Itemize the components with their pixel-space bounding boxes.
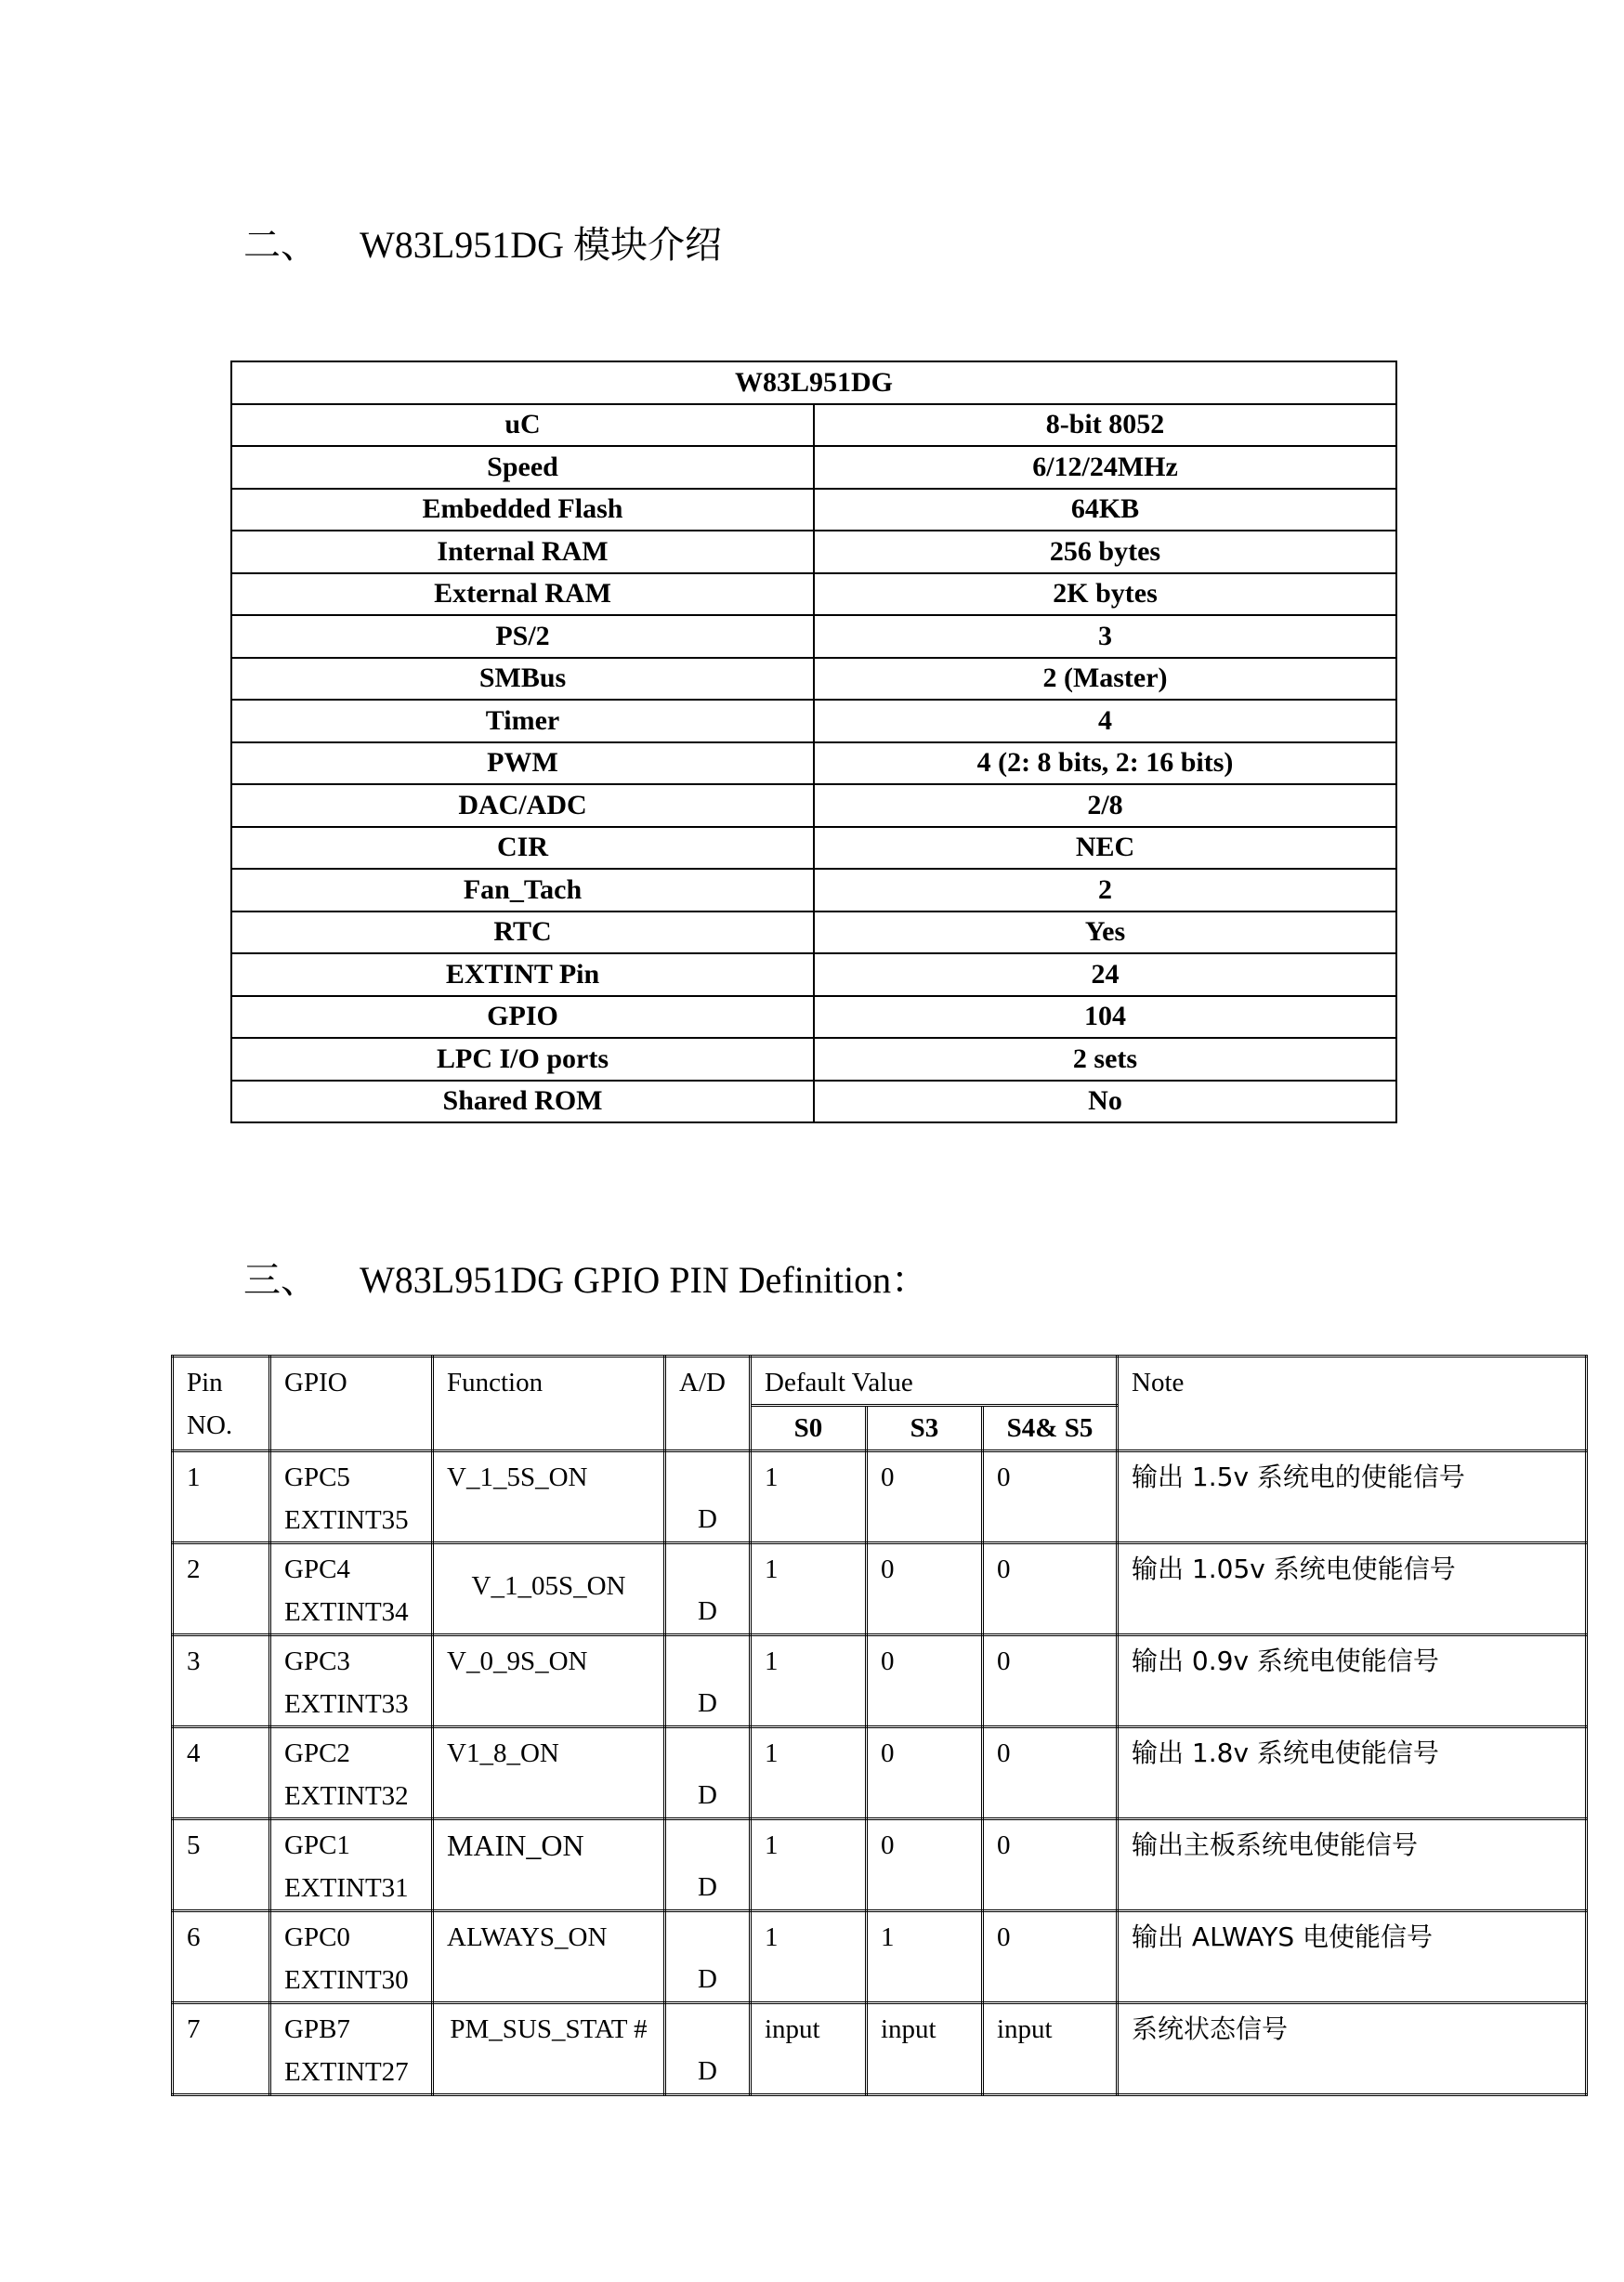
- spec-row: [231, 404, 1396, 447]
- header-function: [433, 1357, 665, 1451]
- s0-value: 1: [765, 1646, 779, 1676]
- pin-number: 1: [187, 1462, 201, 1492]
- header-pin-line2: NO.: [187, 1410, 233, 1440]
- header-ad: [665, 1357, 751, 1451]
- gpio-row: [173, 1451, 1587, 1543]
- spec-value: 256 bytes: [814, 531, 1396, 573]
- pin-number: 3: [187, 1646, 201, 1676]
- s3-cell: [867, 1727, 983, 1819]
- section-2-number: 二、: [243, 224, 318, 266]
- section-3-title: W83L951DG GPIO PIN Definition：: [360, 1259, 929, 1301]
- function-name: V_0_9S_ON: [447, 1646, 588, 1676]
- function-cell: [433, 1543, 665, 1635]
- extint-name: EXTINT35: [284, 1505, 409, 1535]
- spec-value: No: [814, 1081, 1396, 1123]
- ad-cell: [665, 1911, 751, 2003]
- ad-cell: [665, 1543, 751, 1635]
- note-text: 系统状态信号: [1132, 2013, 1289, 2044]
- section-2-heading: [243, 216, 722, 269]
- gpio-name: GPC4: [284, 1554, 350, 1584]
- function-name: ALWAYS_ON: [447, 1922, 608, 1952]
- spec-value: 2/8: [814, 784, 1396, 827]
- spec-label: uC: [231, 404, 814, 447]
- function-cell: [433, 1635, 665, 1727]
- ad-cell: [665, 1451, 751, 1543]
- spec-label: PS/2: [231, 615, 814, 658]
- ad-value: D: [698, 1504, 717, 1534]
- pin-number: 4: [187, 1738, 201, 1768]
- note-cell: [1118, 1635, 1587, 1727]
- ad-cell: [665, 1727, 751, 1819]
- gpio-cell: [270, 1451, 433, 1543]
- gpio-cell: [270, 1727, 433, 1819]
- s0-cell: [751, 1727, 867, 1819]
- spec-row: [231, 911, 1396, 954]
- s3-value: 0: [881, 1462, 895, 1492]
- function-cell: [433, 1727, 665, 1819]
- spec-label: RTC: [231, 911, 814, 954]
- s45-cell: [983, 1727, 1118, 1819]
- spec-table-header: W83L951DG: [231, 361, 1396, 404]
- extint-name: EXTINT33: [284, 1689, 409, 1719]
- gpio-name: GPC5: [284, 1462, 350, 1492]
- pin-cell: [173, 1451, 270, 1543]
- gpio-cell: [270, 2003, 433, 2095]
- note-cell: [1118, 1819, 1587, 1911]
- header-pin-line1: Pin: [187, 1368, 223, 1397]
- gpio-name: GPC2: [284, 1738, 350, 1768]
- spec-label: DAC/ADC: [231, 784, 814, 827]
- header-default-value-label: Default Value: [765, 1368, 913, 1397]
- spec-label: GPIO: [231, 996, 814, 1039]
- note-text: 输出 1.5v 系统电的使能信号: [1132, 1462, 1465, 1492]
- note-cell: [1118, 1911, 1587, 2003]
- spec-label: LPC I/O ports: [231, 1038, 814, 1081]
- header-s3: S3: [867, 1406, 983, 1451]
- s45-cell: [983, 1543, 1118, 1635]
- gpio-cell: [270, 1911, 433, 2003]
- s0-value: 1: [765, 1922, 779, 1952]
- s3-cell: [867, 1451, 983, 1543]
- function-name: MAIN_ON: [447, 1829, 584, 1862]
- pin-number: 7: [187, 2014, 201, 2044]
- header-pin: [173, 1357, 270, 1451]
- spec-value: Yes: [814, 911, 1396, 954]
- ad-value: D: [698, 2056, 717, 2086]
- s45-cell: [983, 1819, 1118, 1911]
- note-cell: [1118, 2003, 1587, 2095]
- spec-value: 104: [814, 996, 1396, 1039]
- spec-value: 2 sets: [814, 1038, 1396, 1081]
- spec-row: [231, 446, 1396, 489]
- s0-value: 1: [765, 1830, 779, 1860]
- spec-value: 2 (Master): [814, 658, 1396, 701]
- function-name: PM_SUS_STAT #: [450, 2014, 648, 2044]
- spec-label: Embedded Flash: [231, 489, 814, 531]
- spec-row: [231, 573, 1396, 616]
- s45-cell: [983, 1451, 1118, 1543]
- note-text: 输出主板系统电使能信号: [1132, 1830, 1419, 1860]
- spec-label: EXTINT Pin: [231, 953, 814, 996]
- extint-name: EXTINT32: [284, 1781, 409, 1811]
- pin-cell: [173, 1635, 270, 1727]
- spec-row: [231, 996, 1396, 1039]
- gpio-name: GPB7: [284, 2014, 350, 2044]
- s45-value: 0: [997, 1830, 1011, 1860]
- section-2-title: W83L951DG 模块介绍: [360, 224, 722, 266]
- ad-value: D: [698, 1872, 717, 1902]
- gpio-row: [173, 1911, 1587, 2003]
- s0-cell: [751, 1543, 867, 1635]
- spec-label: Internal RAM: [231, 531, 814, 573]
- s0-cell: [751, 1911, 867, 2003]
- extint-name: EXTINT30: [284, 1965, 409, 1995]
- note-cell: [1118, 1451, 1587, 1543]
- s0-cell: [751, 1451, 867, 1543]
- spec-row: [231, 658, 1396, 701]
- pin-number: 2: [187, 1554, 201, 1584]
- spec-value: 4: [814, 700, 1396, 742]
- s3-cell: [867, 1819, 983, 1911]
- note-cell: [1118, 1543, 1587, 1635]
- s45-cell: [983, 1911, 1118, 2003]
- s3-value: 1: [881, 1922, 895, 1952]
- s0-cell: [751, 1635, 867, 1727]
- ad-cell: [665, 1635, 751, 1727]
- spec-row: [231, 1081, 1396, 1123]
- s45-value: 0: [997, 1554, 1011, 1584]
- spec-table: [230, 361, 1397, 1123]
- spec-label: SMBus: [231, 658, 814, 701]
- ad-value: D: [698, 1964, 717, 1994]
- spec-label: Shared ROM: [231, 1081, 814, 1123]
- spec-value: NEC: [814, 827, 1396, 870]
- s3-cell: [867, 1543, 983, 1635]
- spec-row: [231, 1038, 1396, 1081]
- note-text: 输出 0.9v 系统电使能信号: [1132, 1646, 1439, 1676]
- s3-cell: [867, 2003, 983, 2095]
- header-s45: S4& S5: [983, 1406, 1118, 1451]
- gpio-table: [171, 1355, 1588, 2096]
- spec-row: [231, 953, 1396, 996]
- s3-value: 0: [881, 1646, 895, 1676]
- spec-row: [231, 742, 1396, 785]
- ad-cell: [665, 2003, 751, 2095]
- spec-row: [231, 700, 1396, 742]
- gpio-row: [173, 2003, 1587, 2095]
- spec-row: [231, 615, 1396, 658]
- spec-value: 64KB: [814, 489, 1396, 531]
- ad-value: D: [698, 1780, 717, 1810]
- s3-cell: [867, 1911, 983, 2003]
- s0-value: 1: [765, 1462, 779, 1492]
- gpio-name: GPC0: [284, 1922, 350, 1952]
- pin-cell: [173, 1727, 270, 1819]
- spec-label: External RAM: [231, 573, 814, 616]
- function-cell: [433, 1819, 665, 1911]
- header-gpio: [270, 1357, 433, 1451]
- s3-value: 0: [881, 1554, 895, 1584]
- function-name: V_1_05S_ON: [471, 1571, 626, 1601]
- function-cell: [433, 1451, 665, 1543]
- pin-cell: [173, 1543, 270, 1635]
- spec-row: [231, 827, 1396, 870]
- spec-label: Speed: [231, 446, 814, 489]
- s0-cell: [751, 1819, 867, 1911]
- note-text: 输出 1.8v 系统电使能信号: [1132, 1738, 1439, 1768]
- header-gpio-label: GPIO: [284, 1368, 347, 1397]
- gpio-cell: [270, 1635, 433, 1727]
- gpio-row: [173, 1635, 1587, 1727]
- extint-name: EXTINT31: [284, 1873, 409, 1903]
- s0-value: 1: [765, 1554, 779, 1584]
- spec-label: PWM: [231, 742, 814, 785]
- s45-value: 0: [997, 1738, 1011, 1768]
- ad-value: D: [698, 1596, 717, 1626]
- spec-value: 24: [814, 953, 1396, 996]
- gpio-row: [173, 1819, 1587, 1911]
- header-default-value: [751, 1357, 1118, 1406]
- function-name: V_1_5S_ON: [447, 1462, 588, 1492]
- s45-value: input: [997, 2014, 1053, 2044]
- note-text: 输出 1.05v 系统电使能信号: [1132, 1554, 1456, 1584]
- pin-cell: [173, 1911, 270, 2003]
- spec-value: 2K bytes: [814, 573, 1396, 616]
- s3-cell: [867, 1635, 983, 1727]
- section-3-heading: [243, 1251, 928, 1304]
- pin-number: 5: [187, 1830, 201, 1860]
- s45-value: 0: [997, 1462, 1011, 1492]
- s45-cell: [983, 2003, 1118, 2095]
- s3-value: 0: [881, 1830, 895, 1860]
- spec-label: Timer: [231, 700, 814, 742]
- header-note-label: Note: [1132, 1368, 1185, 1397]
- header-ad-label: A/D: [679, 1368, 726, 1397]
- s0-cell: [751, 2003, 867, 2095]
- gpio-row: [173, 1543, 1587, 1635]
- header-function-label: Function: [447, 1368, 544, 1397]
- spec-value: 2: [814, 869, 1396, 911]
- gpio-cell: [270, 1819, 433, 1911]
- spec-value: 8-bit 8052: [814, 404, 1396, 447]
- pin-cell: [173, 2003, 270, 2095]
- spec-label: Fan_Tach: [231, 869, 814, 911]
- spec-table-body: [231, 404, 1396, 1123]
- spec-value: 3: [814, 615, 1396, 658]
- extint-name: EXTINT27: [284, 2057, 409, 2087]
- header-s0: S0: [751, 1406, 867, 1451]
- s0-value: 1: [765, 1738, 779, 1768]
- pin-number: 6: [187, 1922, 201, 1952]
- gpio-row: [173, 1727, 1587, 1819]
- note-text: 输出 ALWAYS 电使能信号: [1132, 1921, 1434, 1952]
- s45-value: 0: [997, 1922, 1011, 1952]
- gpio-cell: [270, 1543, 433, 1635]
- pin-cell: [173, 1819, 270, 1911]
- note-cell: [1118, 1727, 1587, 1819]
- spec-value: 6/12/24MHz: [814, 446, 1396, 489]
- gpio-name: GPC3: [284, 1646, 350, 1676]
- spec-label: CIR: [231, 827, 814, 870]
- spec-value: 4 (2: 8 bits, 2: 16 bits): [814, 742, 1396, 785]
- function-cell: [433, 1911, 665, 2003]
- function-cell: [433, 2003, 665, 2095]
- section-3-number: 三、: [243, 1259, 318, 1301]
- header-note: [1118, 1357, 1587, 1451]
- extint-name: EXTINT34: [284, 1597, 409, 1627]
- s45-cell: [983, 1635, 1118, 1727]
- spec-row: [231, 531, 1396, 573]
- spec-row: [231, 869, 1396, 911]
- spec-row: [231, 784, 1396, 827]
- s3-value: 0: [881, 1738, 895, 1768]
- function-name: V1_8_ON: [447, 1738, 559, 1768]
- s3-value: input: [881, 2014, 936, 2044]
- ad-value: D: [698, 1688, 717, 1718]
- s0-value: input: [765, 2014, 820, 2044]
- s45-value: 0: [997, 1646, 1011, 1676]
- ad-cell: [665, 1819, 751, 1911]
- gpio-name: GPC1: [284, 1830, 350, 1860]
- spec-row: [231, 489, 1396, 531]
